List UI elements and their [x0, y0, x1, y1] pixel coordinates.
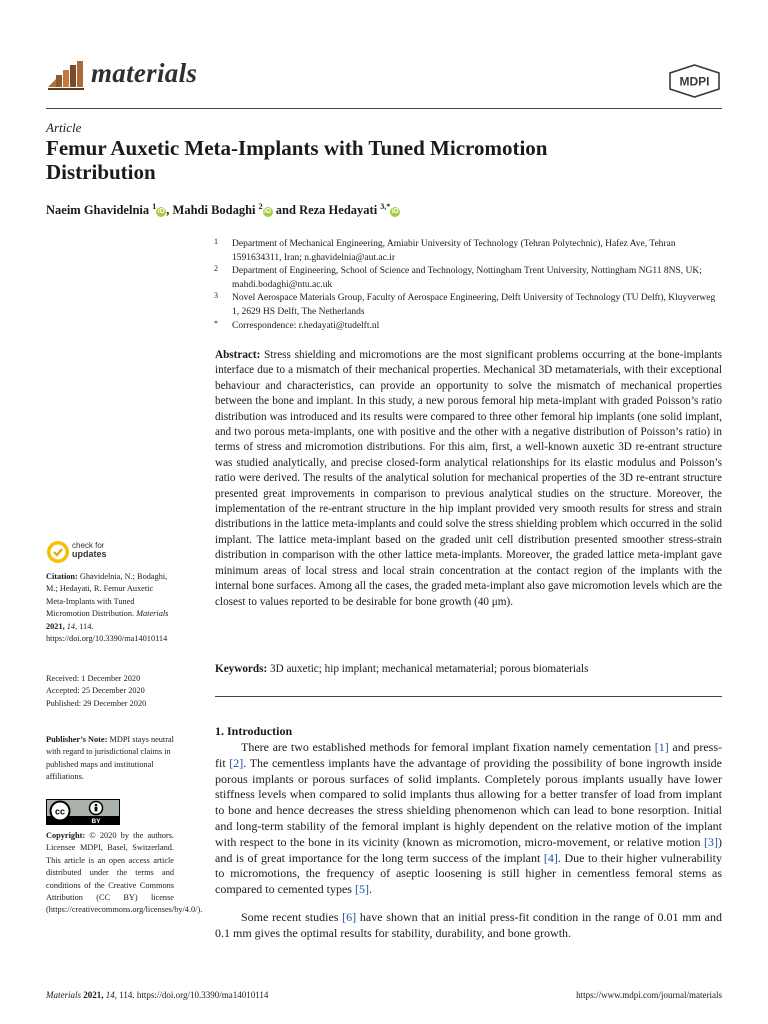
citation-link[interactable]: [3] — [704, 834, 718, 849]
footer-journal-url[interactable]: https://www.mdpi.com/journal/materials — [576, 990, 722, 1000]
header-divider — [46, 108, 722, 109]
citation-link[interactable]: [2] — [229, 755, 244, 770]
citation-link[interactable]: [5] — [354, 882, 369, 897]
author-name[interactable]: Reza Hedayati — [299, 203, 378, 218]
keywords — [215, 662, 722, 677]
keywords-text: 3D auxetic; hip implant; mechanical metamaterial; porous biomaterials — [270, 663, 589, 675]
abstract-text: Stress shielding and micromotions are the most significant problems occurring at the bone-implants interface due to a mismatch of their mechanical properties. Mechanical 3D metamaterials, with their exceptional behaviour and characteristics, can provide an opportunity to solve the mismatch of mechanical properties between the bone and implant. In this study, a new porous femoral hip meta-implant with graded Poisson’s ratio distribution was introduced and its results were compared to three other femoral hip implants (one solid implant, and two porous meta-implants, one with positive and the other with a negative distribution of Poisson’s ratio) in terms of stress and micromotion distributions. For this aim, first, a well-known auxetic 3D re-entrant structure was studied analytically, and precise closed-form analytical relationships for its elastic modulus and Poisson’s ratio were derived. The results of the analytical solution for mechanical properties of the 3D re-entrant structure presented great improvements in comparison to previous analytical studies on the structure. Moreover, the implementation of the re-entrant structure in the hip implant provided very smooth results for stress and strain distributions in the lattice meta-implants and could solve the stress shielding problem which occurred in the solid implant. The lattice meta-implant based on the graded unit cell distribution presented smoother stress-strain distribution in comparison with the other lattice meta-implants. Moreover, the graded lattice meta-implant gave minimum areas of local stress and local strain concentration at the contact region of the implants with the internal bone surfaces. Among all the cases, the graded meta-implant also gave micromotion levels which are the closest to values reported to be desirable for bone growth (40 μm). — [215, 349, 723, 608]
publication-dates — [46, 673, 174, 710]
author-affil-sup: 2 — [258, 202, 263, 211]
svg-text:cc: cc — [54, 806, 66, 817]
section-divider — [215, 696, 722, 697]
svg-text:BY: BY — [91, 818, 101, 825]
abstract — [215, 348, 722, 610]
footer-doi-link[interactable]: 114. https://doi.org/10.3390/ma14010114 — [119, 990, 269, 1000]
keywords-label: Keywords: — [215, 663, 268, 675]
mdpi-logo — [668, 64, 721, 98]
citation-link[interactable]: [1] — [654, 740, 669, 754]
author-affil-sup: 1 — [152, 202, 157, 211]
affiliation-item: 1 Department of Mechanical Engineering, Amiabir University of Technology (Tehran Polytechnic), Hafez Ave, Tehran 1591634311, Iran; n.ghavidelnia@aut.ac.ir — [214, 237, 676, 263]
author-affil-sup: 3,* — [380, 202, 391, 211]
orcid-icon[interactable]: iD — [157, 208, 165, 216]
section-heading-introduction: 1. Introduction — [215, 724, 293, 738]
cc-by-license-icon[interactable] — [46, 799, 120, 825]
author-list: Naeim Ghavidelnia $^1$iD , Mahdi Bodaghi $^2$iD and Reza Hedayati $^{3,*}$iD — [46, 202, 399, 218]
orcid-icon[interactable]: iD — [264, 208, 272, 216]
copyright-notice: Copyright: © 2020 by the authors. Licensee MDPI, Basel, Switzerland. This article is an open access article distributed under the terms and conditions of the Creative Commons Attribution (CC BY) license (https://creativecommons.org/licenses/by/4.0/). — [46, 831, 203, 915]
citation-block: Citation: Ghavidelnia, N.; Bodaghi, M.; Hedayati, R. Femur Auxetic Meta-Implants with Tuned Micromotion Distribution. Materials 2021, 14, 114. https://doi.org/10.3390/ma14010114 — [46, 572, 169, 644]
intro-paragraph: There are two established methods for femoral implant fixation namely cementation [1] and press-fit [2]. The cementless implants have the advantage of providing the possibility of bone ingrowth inside porous implants or porous surfaces of solid implants. Completely porous implants usually have lower stiffness levels when compared to solid implants thus allowing for a better transfer of load from implant to bone and hence decreases the stress shielding phenomenon which can lead to bone resorption. Initial and long-term stability of the femoral implant is highly dependent on the relative motion of the implant with respect to the bone in its vicinity (known as micromotion, micro-movement, or relative motion [3]) and is of great importance for the long term success of the implant [4]. Due to their higher vulnerability to micromotions, the frequency of aseptic loosening is still higher in cementless femoral stems as compared to cemented types [5]. — [215, 740, 723, 897]
affiliation-item: 2 Department of Engineering, School of Science and Technology, Nottingham Trent University, Nottingham NG11 8NS, UK; mahdi.bodaghi@ntu.ac.uk — [214, 264, 702, 290]
affiliations — [214, 238, 724, 333]
citation-link[interactable]: [4] — [543, 850, 558, 865]
intro-paragraph: Some recent studies [6] have shown that an initial press-fit condition in the range of 0.01 mm and 0.1 mm gives the optimal results for stability, durability, and bone growth. — [215, 910, 722, 940]
materials-journal-logo-icon — [46, 57, 86, 91]
footer-citation: Materials 2021, 14, 114. https://doi.org/10.3390/ma14010114 — [46, 990, 269, 1000]
citation-doi[interactable]: 114. https://doi.org/10.3390/ma14010114 — [46, 621, 168, 644]
received-date: Received: 1 December 2020 — [46, 674, 141, 683]
correspondence: * Correspondence: r.hedayati@tudelft.nl — [214, 318, 380, 331]
accepted-date: Accepted: 25 December 2020 — [46, 686, 145, 696]
affiliation-item: 3 Novel Aerospace Materials Group, Faculty of Aerospace Engineering, Delft University of Technology (TU Delft), Kluyverweg 1, 2629 HS Delft, The Netherlands — [214, 291, 716, 317]
author-name[interactable]: Mahdi Bodaghi — [172, 203, 256, 218]
article-title: Femur Auxetic Meta-Implants with Tuned Micromotion Distribution — [46, 136, 548, 184]
author-name[interactable]: Naeim Ghavidelnia — [46, 203, 150, 218]
citation-link[interactable]: [6] — [342, 910, 357, 924]
check-for-updates-icon[interactable] — [46, 540, 70, 564]
published-date: Published: 29 December 2020 — [46, 698, 147, 708]
article-type: Article — [46, 120, 82, 135]
check-for-updates-label[interactable]: check for updates — [72, 541, 107, 559]
orcid-icon[interactable]: iD — [391, 208, 399, 216]
abstract-label: Abstract: — [215, 349, 261, 361]
journal-name: materials — [91, 58, 198, 88]
publisher-note: Publisher’s Note: MDPI stays neutral with regard to jurisdictional claims in published maps and institutional affiliations. — [46, 735, 174, 782]
svg-text:MDPI: MDPI — [679, 74, 710, 89]
